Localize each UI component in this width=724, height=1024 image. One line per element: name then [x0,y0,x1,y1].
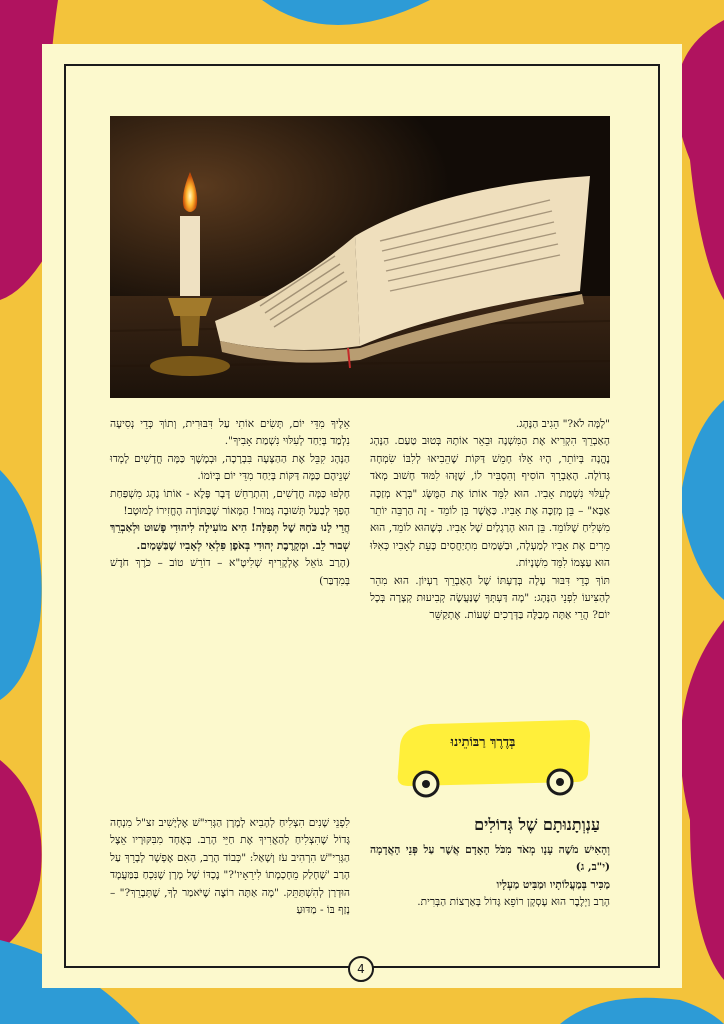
blue-blob-right [680,400,724,600]
section-body [370,842,610,912]
right-column [370,416,610,625]
magenta-blob-bottom-right [680,620,724,980]
blue-blob-left [0,470,42,700]
bottom-left-column [110,815,350,919]
bold-paragraph: הֲרֵי לָנוּ כֹּחָהּ שֶׁל תְּפִלָּה! הִיא מוֹעִילָה לִיהוּדִי פָּשׁוּט וּלְאַבְרֵךְ שְׁבוּר לֵב. וּמְקָרֶבֶת יְהוּדִי בְּאֹפֶן פִּלְאִי לְאָבִיו שֶׁבַּשָּׁמַיִם. [110,522,350,552]
bus-icon [390,716,598,800]
magenta-blob-top-right [676,20,724,300]
book-candle-photo [110,116,610,398]
paragraph: תּוֹךְ כְּדֵי דִּבּוּר עָלָה בְּדַעְתּוֹ שֶׁל הָאַבְרֵךְ רַעְיוֹן. הוּא מִהֵר לְהַצִּיעוֹ לִפְנֵי הַנָּהָג: "מָה דַּעְתְּךָ שֶׁנַּעֲשֶׂה קְבִיעוּת קְצָרָה בְּכָל יוֹם? הֲרֵי אַתָּה מְבַלֶּה בַּדְּרָכִים שָׁעוֹת. אֶתְקַשֵּׁר [370,574,610,622]
section-subheading: מַכִּיר בְּמַעֲלוֹתָיו וּמַבִּיט מַעְלָיו [496,878,610,891]
paragraph: לִפְנֵי שָׁנִים הִצְלִיחַ לְהָבִיא לְמָרָן הַגְּרִי"שׁ אֶלְיָשִׁיב זצ"ל מִנְחָה גָּדוֹל שֶׁהִצְלִיחַ לְהַאֲרִיךְ אֶת חַיֵּי הָרַב. בְּאֶחָד מִבִּקּוּרָיו אֵצֶל הַגְּרִי"שׁ הִרְהִיב עֹז וְשָׁאַל: "כְּבוֹד הָרַב, הַאִם אֶפְשָׁר לְבָרֵךְ עַל הָרַב 'שֶׁחָלַק מֵחָכְמָתוֹ לִירֵאָיו'?" נֶכְדּוֹ שֶׁל מָרָן שֶׁנִּכְחַ בַּמַּעֲמָד הוּדְרַן לְהִשְׁתַּתֵּק. "מָה אַתָּה רוֹצֶה שֶׁיֹּאמַר לְךָ, שֶׁתְּבָרֵךְ?" – נָזַף בּוֹ - מַדּוּעַ [110,817,350,917]
verse-text: וְהָאִישׁ מֹשֶׁה עָנָו מְאֹד מִכֹּל הָאָדָם אֲשֶׁר עַל פְּנֵי הָאֲדָמָה (י"ב, ג) [370,844,610,874]
paragraph: הָרַב וַיְלֶבֶר הוּא עָסְקָן רוֹפֵא גָּדוֹל בְּאַרְצוֹת הַבְּרִית. [417,896,610,909]
blue-blob-bottom-right [560,998,724,1024]
magenta-blob-left [0,760,42,950]
paragraph: "לָמָּה לֹא?" הֵגִיב הַנָּהָג. [515,418,610,430]
bus-label: בְּדֶרֶךְ רַבּוֹתֵינוּ [450,735,516,750]
paragraph: הָאַבְרֵךְ הִקְרִיא אֶת הַמִּשְׁנָה וּבֵאֵר אוֹתָהּ בְּטוּב טַעַם. הַנָּהָג נֶהֱנָה בְּיוֹתֵר, הָיוּ אֵלּוּ חָמֵשׁ דַּקּוֹת שֶׁהֵבִיאוּ לְלִבּוֹ שִׂמְחָה גְּדוֹלָה. הָאַבְרֵךְ הוֹסִיף וְהִסְבִּיר לוֹ, שֶׁזֶּהוּ לִמּוּד חָשׁוּב מְאֹד לְעִלּוּי נִשְׁמַת אָבִיו. הוּא לִמֵּד אוֹתוֹ אֶת הַמֻּשָּׂג "בְּרָא מְזַכֶּה אַבָּא" – בֵּן מְזַכֶּה אֶת אָבִיו. כַּאֲשֶׁר בֵּן לוֹמֵד - זֶה הַרְבֵּה יוֹתֵר מִשְּׁלִיחַ שֶׁלּוֹמֵד. בֵּן הוּא הָרַגְלַיִם שֶׁל אָבִיו. כְּשֶׁהוּא לוֹמֵד, הוּא מֵרִים אֶת אָבִיו לְמַעְלָה, וּבַשָּׁמַיִם מִתְיַחֲסִים כָּעֵת לְאָבִיו כְּאִלּוּ הוּא עַצְמוֹ לִמֵּד מִשְׁנָיוֹת. [370,435,610,570]
source-citation: (הָרַב גּוֹאֵל אֶלְקָרִיף שְׁלִיטָ"א – דוֹרֵשׁ טוֹב – כֹּרֶךְ חֹדֶשׁ בְּמִדְבַּר) [110,557,350,587]
paragraph: הַנָּהָג קִבֵּל אֶת הַהַצָּעָה בִּבְרָכָה, וּבְמֶשֶׁךְ כַּמָּה חֳדָשִׁים לָמְדוּ שְׁנֵיהֶם כַּמָּה דַּקּוֹת בְּיַחַד מִדֵּי יוֹם בְּיוֹמוֹ. [110,452,350,483]
paragraph: חָלְפוּ כַּמָּה חֳדָשִׁים, וְהִתְרַחֵשׁ דָּבָר פֶּלֶא - אוֹתוֹ נֶהָג מִשְׁפַּחַת הָפַךְ לְבַעַל תְּשׁוּבָה גָּמוּר! הַמָּאוֹר שֶׁבַּתּוֹרָה הֶחֱזִירוֹ לְמוּטָב! [110,487,350,518]
left-column [110,416,350,590]
paragraph: אֵלֶיךָ מִדֵּי יוֹם, תָּשִׂים אוֹתִי עַל דִּבּוּרִית, וְתוֹךְ כְּדֵי נְסִיעָה נִלְמַד בְּיַחַד לְעִלּוּי נִשְׁמַת אָבִיךָ". [110,418,350,448]
blue-blob-top [262,0,430,25]
section-title: עַנְוְתָנוּתָם שֶׁל גְּדוֹלִים [474,815,600,834]
page-number: 4 [348,956,374,982]
